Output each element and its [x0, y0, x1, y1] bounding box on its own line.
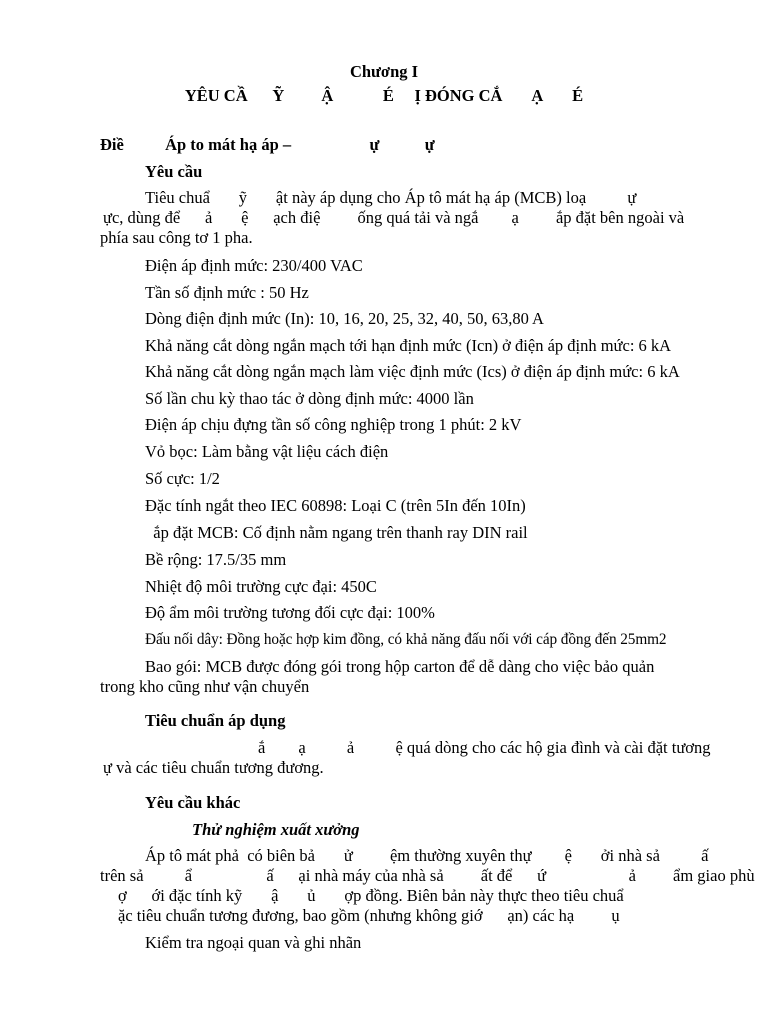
article-heading: Điề Áp to mát hạ áp – ự ự [100, 135, 435, 154]
factory-test-line-2: trên sả ẩ ấ ại nhà máy của nhà sả ất để ứ ả ẩm giao phù [100, 866, 755, 885]
packaging-line-2: trong kho cũng như vận chuyển [100, 677, 310, 696]
standards-line-1: ắ ạ ả ệ quá dòng cho các hộ gia đình và cài đặt tương [258, 738, 711, 757]
spec-poles: Số cực: 1/2 [145, 469, 220, 488]
spec-max-temperature: Nhiệt độ môi trường cực đại: 450C [145, 577, 377, 596]
spec-withstand-voltage: Điện áp chịu đựng tần số công nghiệp trong 1 phút: 2 kV [145, 415, 522, 434]
intro-line-1: Tiêu chuẩ ỹ ật này áp dụng cho Áp tô mát hạ áp (MCB) loạ ự [145, 188, 637, 207]
chapter-title: YÊU CẦ Ỹ Ậ É Ị ĐÓNG CẮ Ạ É [184, 86, 584, 105]
intro-line-3: phía sau công tơ 1 pha. [100, 228, 253, 247]
spec-icn: Khả năng cắt dòng ngắn mạch tới hạn định mức (Icn) ở điện áp định mức: 6 kA [145, 336, 672, 355]
spec-rated-frequency: Tần số định mức : 50 Hz [145, 283, 309, 302]
section-heading-requirements: Yêu cầu [145, 162, 203, 181]
subheading-factory-test: Thử nghiệm xuất xưởng [192, 820, 360, 839]
section-heading-standards: Tiêu chuẩn áp dụng [145, 711, 286, 730]
packaging-line-1: Bao gói: MCB được đóng gói trong hộp carton để dễ dàng cho việc bảo quản [145, 657, 655, 676]
spec-rated-voltage: Điện áp định mức: 230/400 VAC [145, 256, 363, 275]
spec-operation-cycles: Số lần chu kỳ thao tác ở dòng định mức: 4000 lần [145, 389, 474, 408]
spec-max-humidity: Độ ẩm môi trường tương đối cực đại: 100% [145, 603, 435, 622]
chapter-label: Chương I [349, 62, 419, 81]
spec-mounting: ắp đặt MCB: Cố định nằm ngang trên thanh ray DIN rail [145, 523, 528, 542]
inspection-line: Kiểm tra ngoại quan và ghi nhãn [145, 933, 362, 952]
intro-line-2: ực, dùng để ả ệ ạch điệ ống quá tải và ngắ ạ ắp đặt bên ngoài và [103, 208, 685, 227]
standards-line-2: ự và các tiêu chuẩn tương đương. [103, 758, 324, 777]
spec-trip-characteristic: Đặc tính ngắt theo IEC 60898: Loại C (trên 5In đến 10In) [145, 496, 526, 515]
spec-enclosure: Vỏ bọc: Làm bằng vật liệu cách điện [145, 442, 389, 461]
spec-rated-current: Dòng điện định mức (In): 10, 16, 20, 25, 32, 40, 50, 63,80 A [145, 309, 544, 328]
section-heading-other: Yêu cầu khác [145, 793, 241, 812]
spec-width: Bề rộng: 17.5/35 mm [145, 550, 287, 569]
spec-wiring: Đấu nối dây: Đồng hoặc hợp kim đồng, có khả năng đấu nối với cáp đồng đến 25mm2 [145, 631, 667, 648]
factory-test-line-1: Áp tô mát phả có biên bả ử ệm thường xuyên thự ệ ởi nhà sả ấ [145, 846, 709, 865]
factory-test-line-4: ặc tiêu chuẩn tương đương, bao gồm (nhưng không giớ ạn) các hạ ụ [118, 906, 620, 925]
factory-test-line-3: ợ ới đặc tính kỹ ậ ủ ợp đồng. Biên bản này thực theo tiêu chuẩ [118, 886, 624, 905]
spec-ics: Khả năng cắt dòng ngắn mạch làm việc định mức (Ics) ở điện áp định mức: 6 kA [145, 362, 680, 381]
